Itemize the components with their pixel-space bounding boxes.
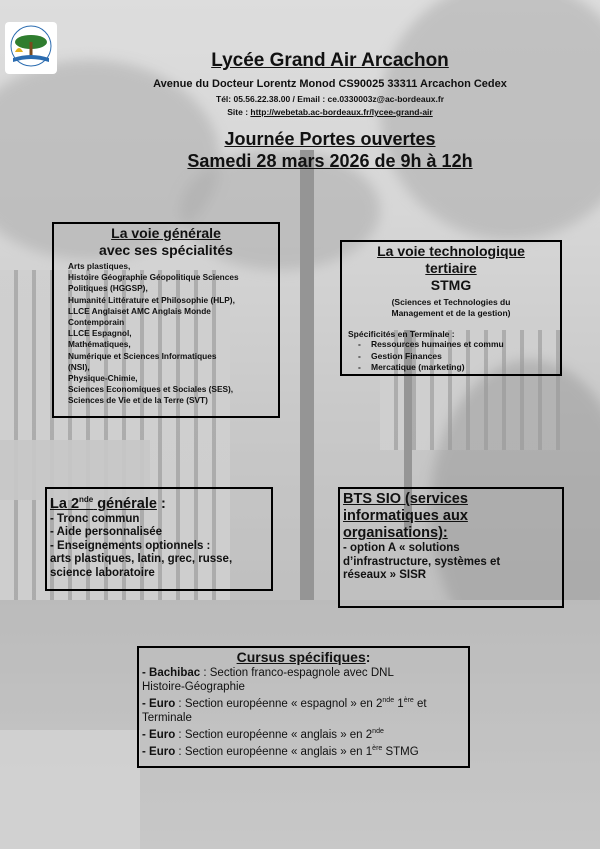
cursus-line-bachibac (142, 666, 468, 680)
cursus-bold: - Euro (142, 728, 176, 741)
bts-heading (343, 491, 562, 542)
list-item: Sciences Economiques et Sociales (SES), (68, 384, 234, 395)
seconde-generale-box (45, 487, 273, 591)
cursus-text: et (413, 697, 427, 710)
voie-techno-heading-1: La voie technologique (377, 243, 525, 259)
voie-generale-heading (54, 225, 278, 259)
list-item: - Gestion Finances (358, 351, 560, 363)
seconde-heading-sup: nde (79, 495, 94, 504)
terminale-spec-list (342, 339, 560, 374)
stmg-subtitle-1: (Sciences et Technologies du (391, 297, 511, 307)
cursus-text: : Section européenne « anglais » en 2 (175, 728, 373, 741)
school-title: Lycée Grand Air Arcachon (211, 50, 449, 71)
cursus-text: STMG (382, 745, 419, 758)
list-item: - Ressources humaines et commu (358, 339, 560, 351)
list-item: LLCE Espagnol, (68, 328, 132, 339)
cursus-bold: - Bachibac (142, 667, 201, 679)
seconde-heading-suffix: générale (93, 495, 157, 512)
seconde-heading-prefix: La 2 (50, 495, 80, 512)
cursus-line-euro-anglais-2nde (142, 725, 468, 742)
bts-line: réseaux » SISR (343, 569, 427, 581)
open-day-date: Samedi 28 mars 2026 de 9h à 12h (187, 151, 473, 171)
cursus-line-euro-espagnol-cont: Terminale (142, 711, 192, 724)
pine-tree-logo-icon (5, 22, 57, 74)
list-item: Humanité Littérature et Philosophie (HLP), (68, 294, 235, 305)
list-item: Sciences de Vie et de la Terre (SVT) (68, 395, 208, 406)
school-address: Avenue du Docteur Lorentz Monod CS90025 33311 Arcachon Cedex (153, 78, 507, 90)
list-item: Histoire Géographie Géopolitique Sciences (68, 272, 239, 283)
site-label: Site : (227, 107, 251, 117)
seconde-line: - Enseignements optionnels : (50, 539, 211, 552)
voie-techno-heading (342, 243, 560, 294)
seconde-line: science laboratoire (50, 566, 155, 579)
voie-generale-box (52, 222, 280, 418)
list-item: (NSI), (68, 361, 90, 372)
open-day-title: Journée Portes ouvertes (224, 129, 436, 149)
list-item: - Mercatique (marketing) (358, 362, 560, 374)
stmg-subtitle (342, 297, 560, 319)
list-item: Contemporain (68, 317, 125, 328)
bts-line: - option A « solutions (343, 542, 460, 554)
cursus-sup: nde (372, 727, 384, 735)
stmg-subtitle-2: Management et de la gestion) (391, 308, 511, 318)
cursus-line-euro-anglais-stmg (142, 742, 468, 759)
list-item: Politiques (HGGSP), (68, 283, 148, 294)
voie-technologique-box (340, 240, 562, 376)
terminale-spec-label: Spécificités en Terminale : (348, 329, 455, 339)
cursus-text: : Section européenne « anglais » en 1 (175, 745, 373, 758)
bts-heading-1: BTS SIO (services (343, 491, 468, 507)
bts-heading-2: informatiques aux (343, 508, 468, 524)
list-item: Physique-Chimie, (68, 373, 138, 384)
seconde-line: - Tronc commun (50, 512, 140, 525)
voie-generale-heading-2: avec ses spécialités (99, 242, 233, 258)
cursus-sup: ère (403, 697, 414, 704)
cursus-line-bachibac-cont: Histoire-Géographie (142, 681, 245, 693)
seconde-heading (50, 491, 271, 513)
list-item: Mathématiques, (68, 339, 131, 350)
cursus-bold: - Euro (142, 697, 176, 710)
cursus-text: : Section franco-espagnole avec DNL (200, 667, 394, 679)
voie-techno-heading-3: STMG (430, 277, 472, 293)
cursus-text: : Section européenne « espagnol » en 2 (175, 697, 383, 710)
list-item: Numérique et Sciences Informatiques (68, 350, 217, 361)
school-logo (5, 22, 57, 74)
cursus-sup: ère (372, 744, 383, 752)
specialites-list (68, 261, 278, 407)
contact-line: Tél: 05.56.22.38.00 / Email : ce.0330003z@ac-bordeaux.fr (216, 94, 444, 104)
cursus-heading-colon: : (365, 649, 371, 665)
voie-generale-heading-1: La voie générale (111, 225, 221, 241)
voie-techno-heading-2: tertiaire (425, 260, 477, 276)
bts-line: d’infrastructure, systèmes et (343, 555, 501, 568)
cursus-line-euro-espagnol (142, 694, 468, 711)
cursus-text: 1 (394, 697, 404, 710)
list-item: LLCE Anglaiset AMC Anglais Monde (68, 305, 211, 316)
bts-heading-3: organisations): (343, 525, 448, 541)
cursus-specifiques-box (137, 646, 470, 768)
seconde-heading-colon: : (156, 495, 166, 512)
cursus-heading-text: Cursus spécifiques (236, 649, 366, 665)
seconde-line: arts plastiques, latin, grec, russe, (50, 553, 233, 566)
bts-sio-box (338, 487, 564, 608)
cursus-bold: - Euro (142, 745, 176, 758)
website-link[interactable]: http://webetab.ac-bordeaux.fr/lycee-grand-air (250, 107, 433, 117)
cursus-sup: nde (382, 697, 395, 704)
cursus-heading (139, 649, 468, 666)
list-item: Arts plastiques, (68, 261, 131, 271)
open-day-heading (60, 128, 600, 172)
website-line (60, 107, 600, 117)
seconde-line: - Aide personnalisée (50, 526, 163, 539)
